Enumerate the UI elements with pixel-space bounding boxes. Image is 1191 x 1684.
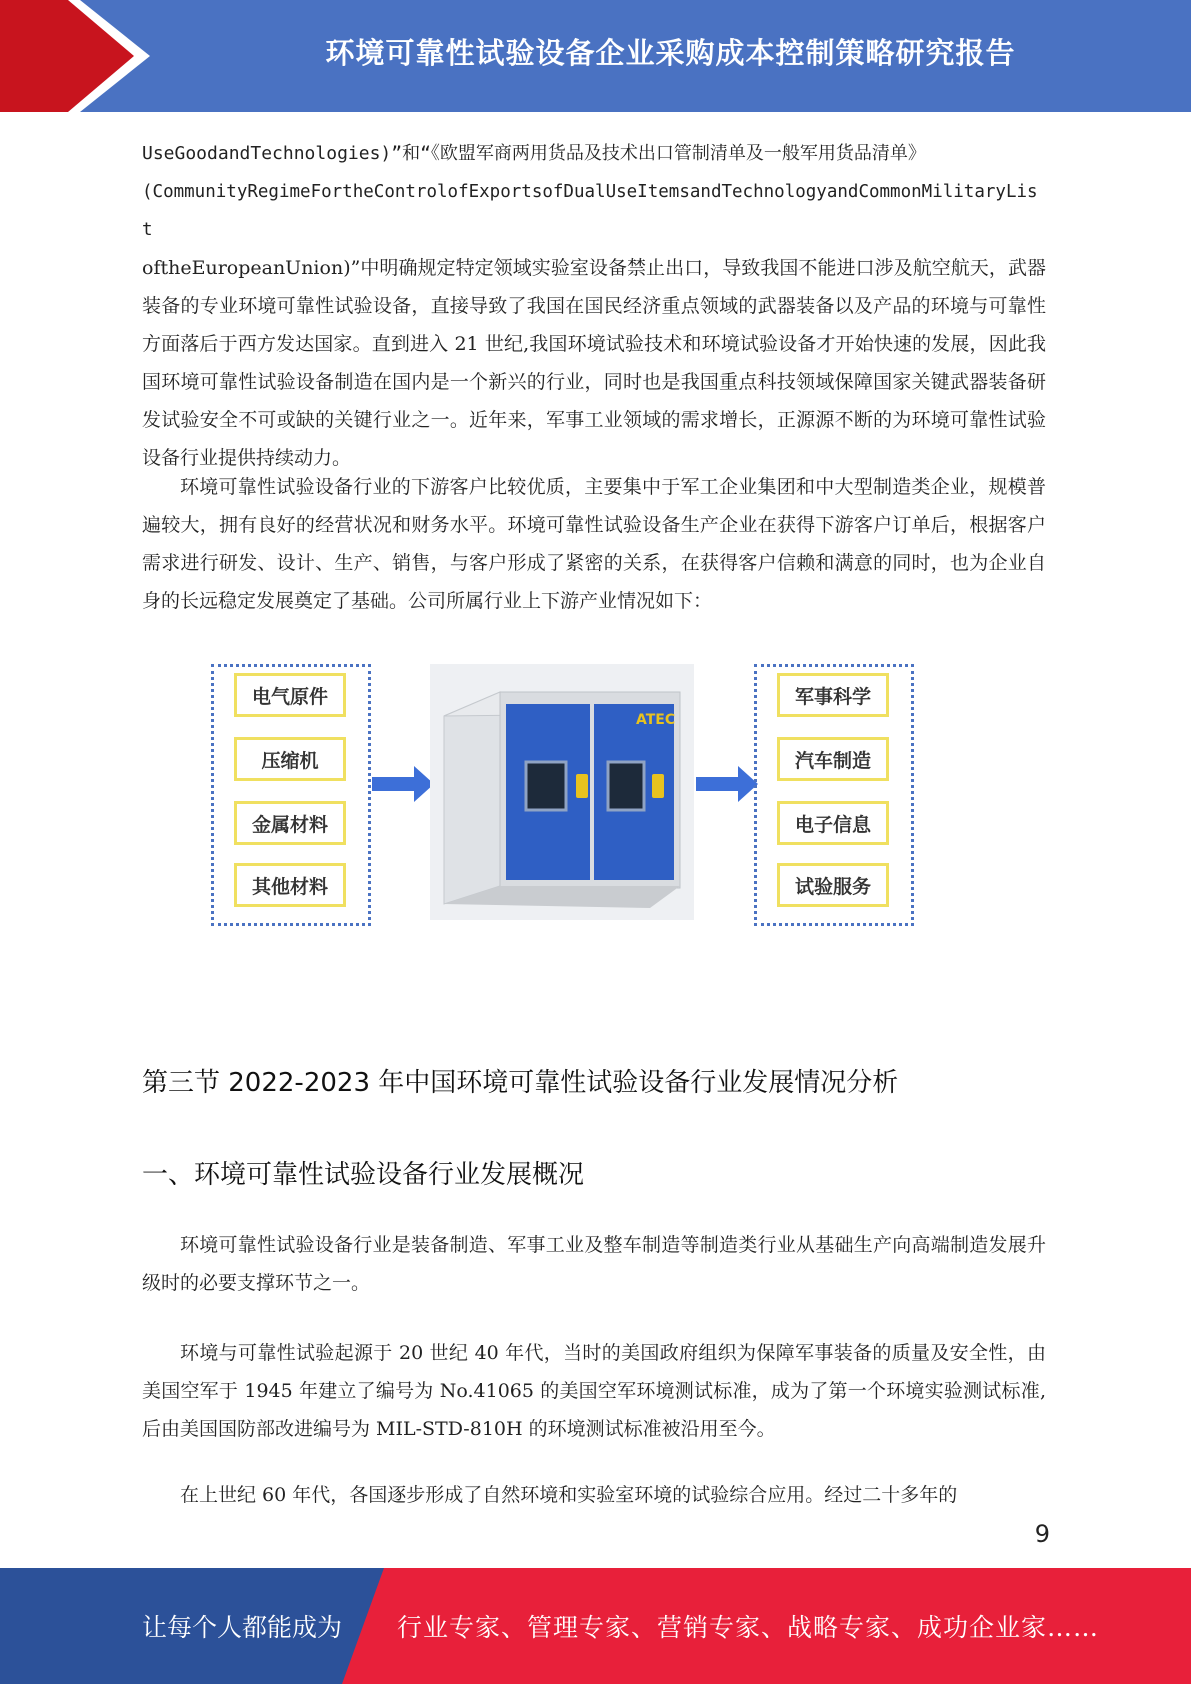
downstream-item: 汽车制造 (777, 737, 889, 781)
footer-slogan-left: 让每个人都能成为 (142, 1613, 343, 1642)
paragraph-downstream-customers: 环境可靠性试验设备行业的下游客户比较优质，主要集中于军工企业集团和中大型制造类企业，规模普遍较大，拥有良好的经营状况和财务水平。环境可靠性试验设备生产企业在获得下游客户订单后，根据客户需求进行研发、设计、生产、销售，与客户形成了紧密的关系，在获得客户信赖和满意的同时，也为企业自身的长远稳定发展奠定了基础。公司所属行业上下游产业情况如下： (142, 476, 1046, 612)
downstream-box (754, 664, 914, 926)
upstream-box (211, 664, 371, 926)
downstream-item: 电子信息 (777, 801, 889, 845)
footer-slogan-right: 行业专家、管理专家、营销专家、战略专家、成功企业家…… (397, 1613, 1100, 1642)
section-title: 第三节 2022-2023 年中国环境可靠性试验设备行业发展情况分析 (142, 1068, 899, 1098)
downstream-item: 试验服务 (777, 863, 889, 907)
upstream-item: 电气原件 (234, 673, 346, 717)
paragraph-industry-overview: 环境可靠性试验设备行业是装备制造、军事工业及整车制造等制造类行业从基础生产向高端制造发展升级时的必要支撑环节之一。 (142, 1234, 1046, 1294)
test-chamber-image (430, 664, 694, 920)
page-footer (0, 1568, 1191, 1684)
right-arrow-icon (372, 766, 434, 802)
paragraph-history: 环境与可靠性试验起源于 20 世纪 40 年代，当时的美国政府组织为保障军事装备的质量及安全性，由美国空军于 1945 年建立了编号为 No.41065 的美国空军环境测试标准，成为了第一个环境实验测试标准,后由美国国防部改进编号为 MIL-STD-810H 的环境测试标准被沿用至今。 (142, 1342, 1046, 1440)
page-header (0, 0, 1191, 112)
downstream-item: 军事科学 (777, 673, 889, 717)
upstream-item: 其他材料 (234, 863, 346, 907)
subsection-title: 一、环境可靠性试验设备行业发展概况 (142, 1160, 585, 1190)
paragraph-line: (CommunityRegimeFortheControlofExportsofDualUseItemsandTechnologyandCommonMilitaryList (142, 182, 1038, 240)
upstream-item: 金属材料 (234, 801, 346, 845)
paragraph-1960s: 在上世纪 60 年代，各国逐步形成了自然环境和实验室环境的试验综合应用。经过二十多年的 (180, 1484, 958, 1506)
machine-brand-label: ATEC (636, 712, 676, 728)
paragraph-body: oftheEuropeanUnion)”中明确规定特定领域实验室设备禁止出口，导致我国不能进口涉及航空航天，武器装备的专业环境可靠性试验设备，直接导致了我国在国民经济重点领域的武器装备以及产品的环境与可靠性方面落后于西方发达国家。直到进入 21 世纪,我国环境试验技术和环境试验设备才开始快速的发展，因此我国环境可靠性试验设备制造在国内是一个新兴的行业，同时也是我国重点科技领域保障国家关键武器装备研发试验安全不可或缺的关键行业之一。近年来，军事工业领域的需求增长，正源源不断的为环境可靠性试验设备行业提供持续动力。 (142, 257, 1046, 469)
page-number: 9 (1034, 1520, 1050, 1548)
industry-chain-diagram (206, 658, 926, 928)
paragraph-export-control (142, 134, 1046, 477)
header-chevron-decoration (0, 0, 150, 112)
paragraph-line: UseGoodandTechnologies)”和“《欧盟军商两用货品及技术出口管制清单及一般军用货品清单》 (142, 143, 926, 164)
report-title: 环境可靠性试验设备企业采购成本控制策略研究报告 (325, 36, 1016, 70)
upstream-item: 压缩机 (234, 737, 346, 781)
right-arrow-icon (696, 766, 758, 802)
